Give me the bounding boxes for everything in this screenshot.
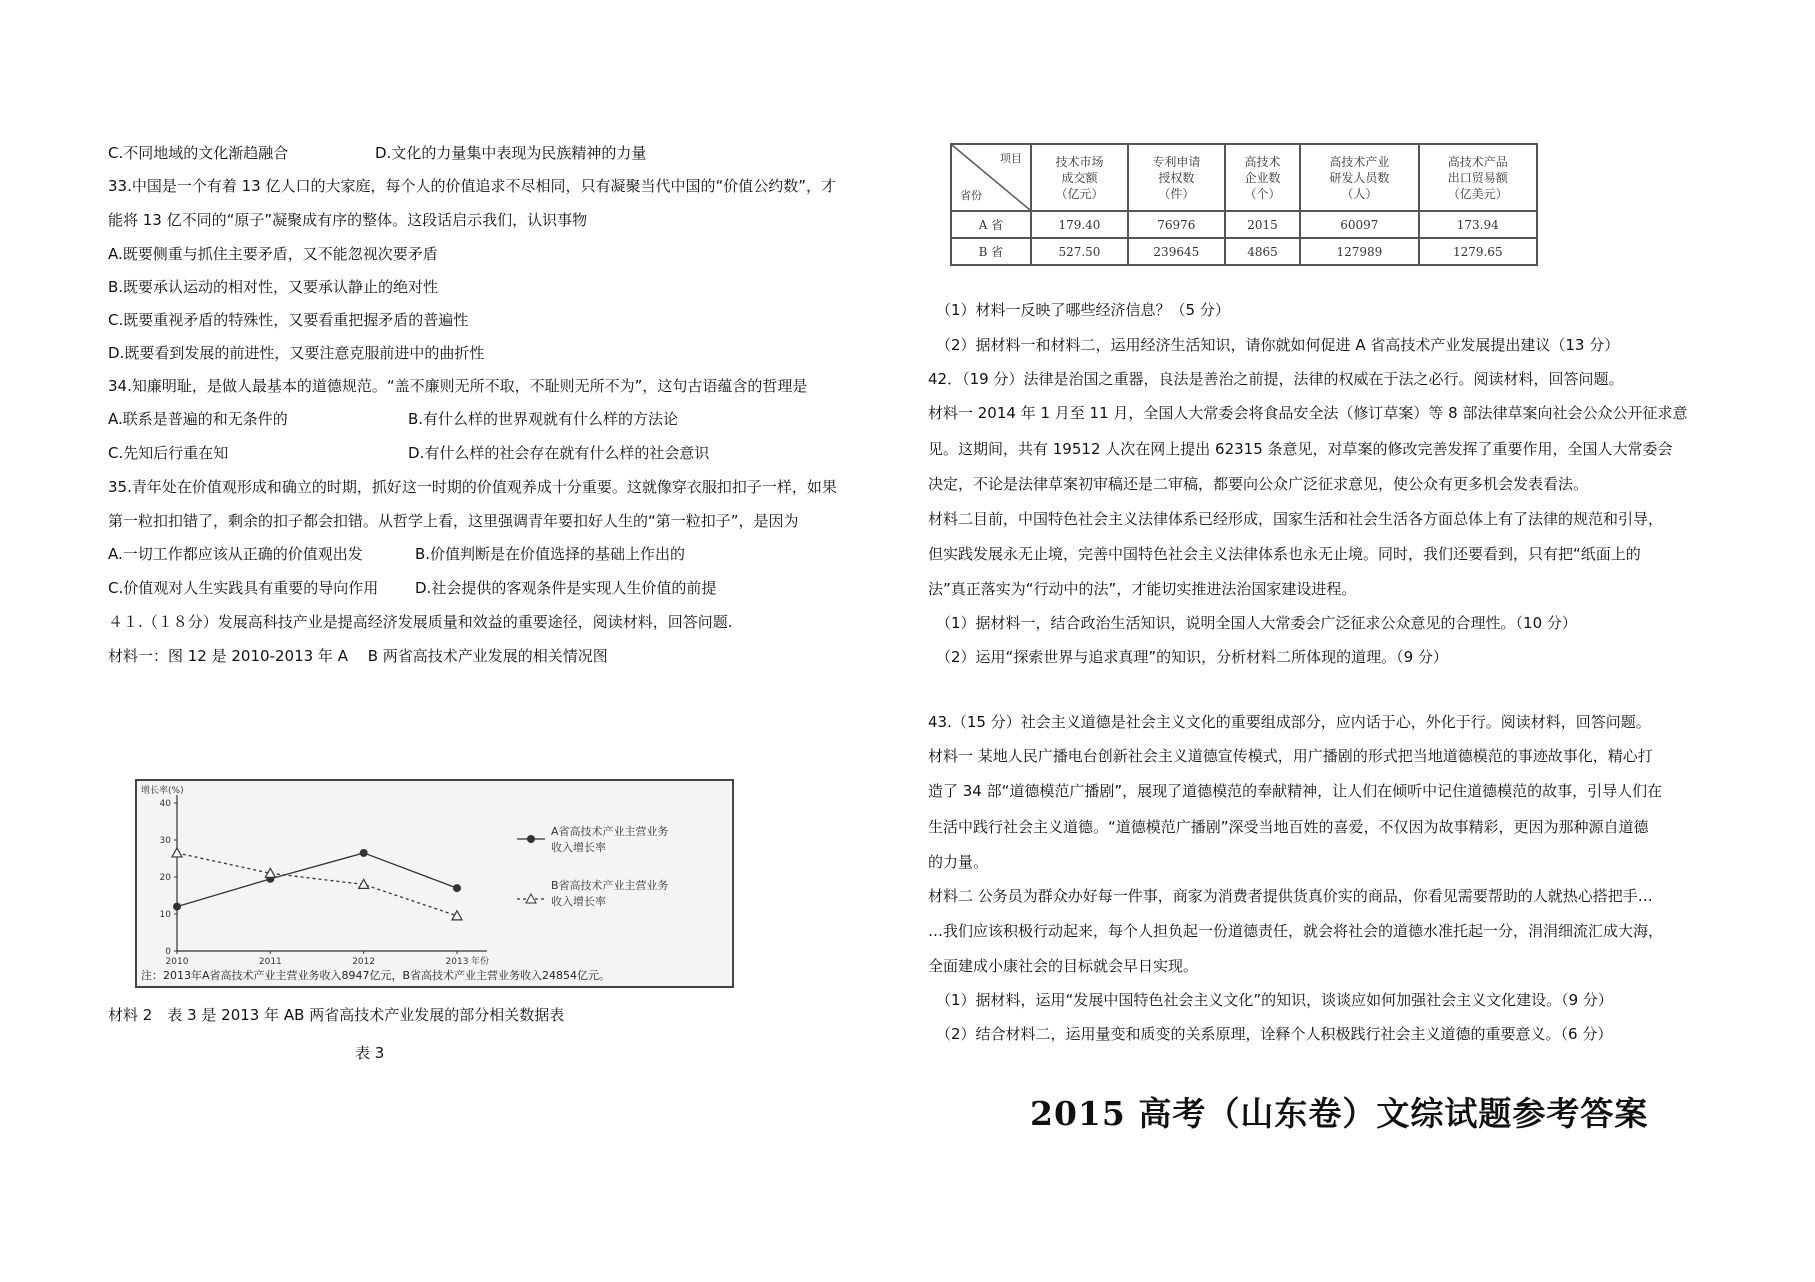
tech-industry-table — [950, 143, 1538, 266]
y-tick-label: 30 — [159, 836, 171, 846]
q41-sub1: （1）材料一反映了哪些经济信息？（5 分） — [936, 301, 1230, 319]
q43-material1-line1: 材料一 某地人民广播电台创新社会主义道德宣传模式，用广播剧的形式把当地道德模范的事迹故事化，精心打 — [928, 747, 1653, 765]
series-line-b — [177, 853, 457, 916]
table-cell: 2015 — [1225, 211, 1300, 238]
header-rd-staff: 高技术产业 研发人员数 （人） — [1300, 144, 1418, 211]
q43-material1-line3: 生活中践行社会主义道德。“道德模范广播剧”深受当地百姓的喜爱，不仅因为故事精彩，更因为那种源自道德 — [928, 818, 1649, 836]
q42-material1-line1: 材料一 2014 年 1 月至 11 月，全国人大常委会将食品安全法（修订草案）等 8 部法律草案向社会公众公开征求意 — [928, 404, 1688, 422]
q41-material1-intro: 材料一：图 12 是 2010-2013 年 A B 两省高技术产业发展的相关情况图 — [108, 647, 608, 665]
q35-stem-line2: 第一粒扣扣错了，剩余的扣子都会扣错。从哲学上看，这里强调青年要扣好人生的“第一粒扣子”，是因为 — [108, 512, 799, 530]
row-label: A 省 — [951, 211, 1031, 238]
q34-option-b: B.有什么样的世界观就有什么样的方法论 — [408, 410, 679, 428]
q43-stem: 43.（15 分）社会主义道德是社会主义文化的重要组成部分，应内话于心，外化于行。阅读材料，回答问题。 — [928, 713, 1651, 731]
corner-label-item: 项目 — [1000, 152, 1022, 165]
q42-sub1: （1）据材料一，结合政治生活知识，说明全国人大常委会广泛征求公众意见的合理性。（10 分） — [936, 614, 1577, 632]
q34-option-a: A.联系是普遍的和无条件的 — [108, 410, 288, 428]
q34-option-d: D.有什么样的社会存在就有什么样的社会意识 — [408, 444, 710, 462]
table-cell: 60097 — [1300, 211, 1418, 238]
legend-label-b-line1: B省高技术产业主营业务 — [551, 879, 669, 892]
q34-stem: 34.知廉明耻，是做人最基本的道德规范。“盖不廉则无所不取，不耻则无所不为”，这句古语蕴含的哲理是 — [108, 377, 808, 395]
q32-option-d: D.文化的力量集中表现为民族精神的力量 — [375, 144, 647, 162]
q43-material1-line4: 的力量。 — [928, 853, 989, 871]
data-point-a — [453, 884, 461, 892]
q33-stem-line2: 能将 13 亿不同的“原子”凝聚成有序的整体。这段话启示我们，认识事物 — [108, 211, 588, 229]
table-row — [951, 211, 1537, 238]
q34-option-c: C.先知后行重在知 — [108, 444, 229, 462]
x-tick-label: 2012 — [352, 957, 376, 967]
q33-stem-line1: 33.中国是一个有着 13 亿人口的大家庭，每个人的价值追求不尽相同，只有凝聚当代中国的“价值公约数”，才 — [108, 177, 837, 195]
q35-option-a: A.一切工作都应该从正确的价值观出发 — [108, 545, 363, 563]
x-tick-label: 2013 — [445, 957, 469, 967]
q33-option-d: D.既要看到发展的前进性，又要注意克服前进中的曲折性 — [108, 344, 485, 362]
header-exports: 高技术产品 出口贸易额 （亿美元） — [1419, 144, 1537, 211]
q42-material2-line3: 法”真正落实为“行动中的法”，才能切实推进法治国家建设进程。 — [928, 580, 1357, 598]
table-cell: 527.50 — [1031, 238, 1128, 265]
q42-stem: 42．（19 分）法律是治国之重器，良法是善治之前提，法律的权威在于法之必行。阅读材料，回答问题。 — [928, 370, 1624, 388]
x-tick-label: 2010 — [165, 957, 189, 967]
table-corner-cell — [951, 144, 1031, 211]
y-tick-label: 20 — [159, 873, 171, 883]
table-cell: 76976 — [1128, 211, 1225, 238]
data-point-a — [360, 849, 368, 857]
table-cell: 4865 — [1225, 238, 1300, 265]
x-axis-unit: 年份 — [471, 957, 490, 967]
q42-material1-line3: 决定，不论是法律草案初审稿还是二审稿，都要向公众广泛征求意见，使公众有更多机会发表看法。 — [928, 475, 1589, 493]
table-caption: 表 3 — [355, 1044, 385, 1062]
q35-option-d: D.社会提供的客观条件是实现人生价值的前提 — [415, 579, 717, 597]
table-cell: 179.40 — [1031, 211, 1128, 238]
q35-option-c: C.价值观对人生实践具有重要的导向作用 — [108, 579, 379, 597]
legend-label-b-line2: 收入增长率 — [551, 895, 606, 908]
data-point-a — [173, 903, 181, 911]
chart-note: 注：2013年A省高技术产业主营业务收入8947亿元，B省高技术产业主营业务收入24854亿元。 — [141, 969, 611, 982]
y-tick-label: 40 — [159, 799, 171, 809]
q43-material2-line3: 全面建成小康社会的目标就会早日实现。 — [928, 957, 1199, 975]
data-point-b — [359, 879, 369, 888]
q41-sub2: （2）据材料一和材料二，运用经济生活知识，请你就如何促进 A 省高技术产业发展提出建议（13 分） — [936, 336, 1620, 354]
corner-label-province: 省份 — [960, 189, 982, 202]
q42-material2-line2: 但实践发展永无止境，完善中国特色社会主义法律体系也永无止境。同时，我们还要看到，只有把“纸面上的 — [928, 545, 1641, 563]
q42-sub2: （2）运用“探索世界与追求真理”的知识，分析材料二所体现的道理。（9 分） — [936, 648, 1448, 666]
q33-option-c: C.既要重视矛盾的特殊性，又要看重把握矛盾的普遍性 — [108, 311, 469, 329]
header-enterprises: 高技术 企业数 （个） — [1225, 144, 1300, 211]
table-cell: 127989 — [1300, 238, 1418, 265]
q43-material1-line2: 造了 34 部“道德模范广播剧”，展现了道德模范的奉献精神，让人们在倾听中记住道德模范的故事，引导人们在 — [928, 782, 1663, 800]
q41-material2-intro: 材料 2 表 3 是 2013 年 AB 两省高技术产业发展的部分相关数据表 — [108, 1006, 565, 1024]
x-tick-label: 2011 — [258, 957, 282, 967]
legend-marker-b — [526, 894, 536, 903]
q42-material2-line1: 材料二目前，中国特色社会主义法律体系已经形成，国家生活和社会生活各方面总体上有了法律的规范和引导， — [928, 510, 1664, 528]
y-tick-label: 10 — [159, 910, 171, 920]
y-tick-label: 0 — [165, 947, 171, 957]
q33-option-a: A.既要侧重与抓住主要矛盾，又不能忽视次要矛盾 — [108, 245, 438, 263]
legend-label-a-line2: 收入增长率 — [551, 841, 606, 854]
row-label: B 省 — [951, 238, 1031, 265]
table-cell: 239645 — [1128, 238, 1225, 265]
q41-stem: ４１.（１８分）发展高科技产业是提高经济发展质量和效益的重要途径，阅读材料，回答问题. — [108, 613, 733, 631]
header-patents: 专利申请 授权数 （件） — [1128, 144, 1225, 211]
q43-material2-line2: …我们应该积极行动起来，每个人担负起一份道德责任，就会将社会的道德水准托起一分，涓涓细流汇成大海， — [928, 922, 1664, 940]
q42-material1-line2: 见。这期间，共有 19512 人次在网上提出 62315 条意见，对草案的修改完善发挥了重要作用，全国人大常委会 — [928, 440, 1673, 458]
q33-option-b: B.既要承认运动的相对性，又要承认静止的绝对性 — [108, 278, 439, 296]
legend-marker-a — [527, 835, 535, 843]
answer-section-title: 2015 高考（山东卷）文综试题参考答案 — [1030, 1094, 1649, 1133]
q35-stem-line1: 35.青年处在价值观形成和确立的时期，抓好这一时期的价值观养成十分重要。这就像穿衣服扣扣子一样，如果 — [108, 478, 837, 496]
growth-rate-chart — [135, 779, 734, 988]
q43-sub2: （2）结合材料二，运用量变和质变的关系原理，诠释个人积极践行社会主义道德的重要意义。（6 分） — [936, 1025, 1613, 1043]
series-line-a — [177, 853, 457, 907]
header-tech-market: 技术市场 成交额 （亿元） — [1031, 144, 1128, 211]
table-cell: 1279.65 — [1419, 238, 1537, 265]
q35-option-b: B.价值判断是在价值选择的基础上作出的 — [415, 545, 686, 563]
y-axis-label: 增长率(%) — [141, 786, 184, 796]
chart-canvas — [137, 781, 732, 986]
table-cell: 173.94 — [1419, 211, 1537, 238]
legend-label-a-line1: A省高技术产业主营业务 — [551, 825, 669, 838]
q43-material2-line1: 材料二 公务员为群众办好每一件事，商家为消费者提供货真价实的商品，你看见需要帮助的人就热心搭把手… — [928, 887, 1653, 905]
data-point-b — [172, 848, 182, 857]
table-row — [951, 238, 1537, 265]
q32-option-c: C.不同地域的文化渐趋融合 — [108, 144, 289, 162]
q43-sub1: （1）据材料，运用“发展中国特色社会主义文化”的知识，谈谈应如何加强社会主义文化建设。（9 分） — [936, 991, 1613, 1009]
table-header-row — [951, 144, 1537, 211]
